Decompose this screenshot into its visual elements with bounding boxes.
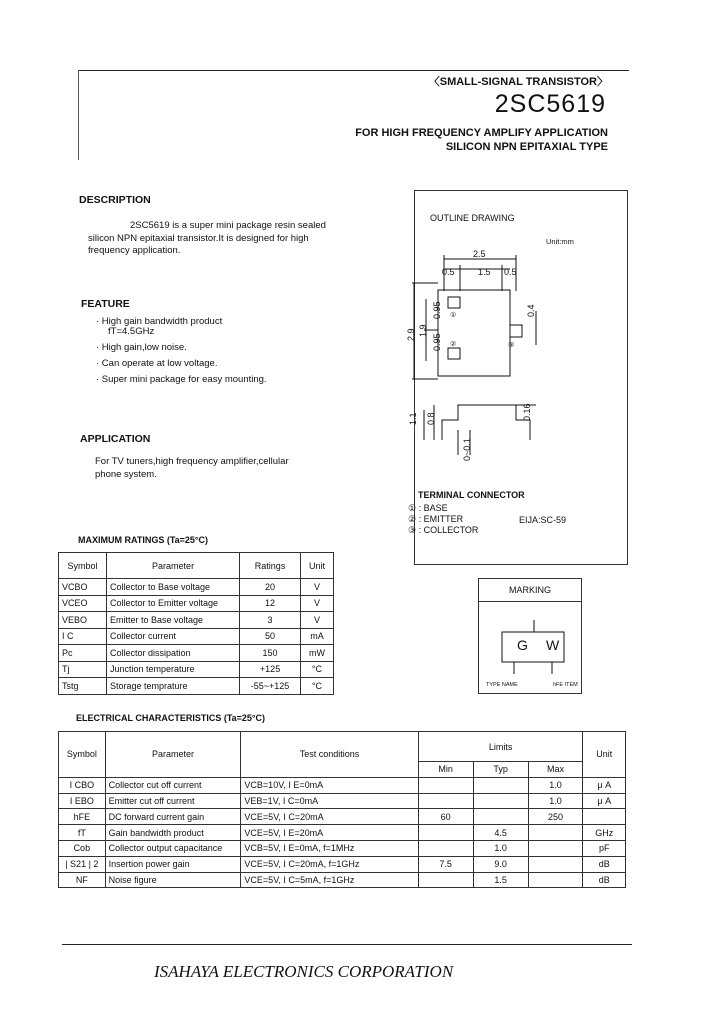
- table-cell: [583, 809, 626, 825]
- table-cell: Emitter cut off current: [105, 793, 241, 809]
- table-cell: [473, 777, 528, 793]
- elec-table: [58, 731, 626, 888]
- feature-item: · Can operate at low voltage.: [96, 358, 218, 369]
- table-cell: V: [300, 612, 333, 629]
- table-row: [59, 612, 334, 629]
- table-cell: μ A: [583, 777, 626, 793]
- table-cell: 1.0: [528, 777, 583, 793]
- marking-char-g: G: [517, 637, 528, 653]
- table-row: [59, 661, 334, 678]
- header-rule: [78, 70, 629, 71]
- table-cell: Collector to Base voltage: [106, 579, 239, 596]
- outline-unit: Unit:mm: [546, 237, 574, 246]
- table-cell: VCE=5V, I C=5mA, f=1GHz: [241, 872, 418, 888]
- table-cell: [418, 840, 473, 856]
- table-cell: VCE=5V, I C=20mA: [241, 809, 418, 825]
- description-line: frequency application.: [88, 245, 181, 256]
- table-cell: V: [300, 595, 333, 612]
- table-row: [59, 872, 626, 888]
- feature-item: · High gain bandwidth product fT=4.5GHz: [96, 316, 267, 332]
- table-cell: [528, 840, 583, 856]
- ec-header-limits: Limits: [418, 732, 583, 762]
- table-cell: Tj: [59, 661, 107, 678]
- ec-header-symbol: Symbol: [59, 732, 106, 778]
- max-ratings-title: MAXIMUM RATINGS (Ta=25°C): [78, 535, 209, 545]
- table-cell: [528, 856, 583, 872]
- table-cell: DC forward current gain: [105, 809, 241, 825]
- table-cell: hFE: [59, 809, 106, 825]
- table-cell: Collector cut off current: [105, 777, 241, 793]
- terminal-heading: TERMINAL CONNECTOR: [418, 490, 525, 500]
- table-cell: I C: [59, 628, 107, 645]
- max-ratings-table: [58, 552, 334, 695]
- table-row: [59, 793, 626, 809]
- table-cell: pF: [583, 840, 626, 856]
- table-cell: VEBO: [59, 612, 107, 629]
- footer-rule: [62, 944, 632, 945]
- table-row: [59, 825, 626, 841]
- dim-0-5-right: 0.5: [504, 267, 517, 277]
- ec-header-test-conditions: Test conditions: [241, 732, 418, 778]
- table-cell: °C: [300, 661, 333, 678]
- table-row: [59, 628, 334, 645]
- table-row: [59, 595, 334, 612]
- table-cell: VEB=1V, I C=0mA: [241, 793, 418, 809]
- product-category: 〈SMALL-SIGNAL TRANSISTOR〉: [428, 76, 608, 88]
- marking-title: MARKING: [479, 579, 581, 602]
- feature-item: · Super mini package for easy mounting.: [96, 374, 267, 385]
- dim-1-9: 1.9: [418, 324, 428, 337]
- table-cell: [473, 793, 528, 809]
- application-title: FOR HIGH FREQUENCY AMPLIFY APPLICATION: [355, 127, 608, 139]
- marking-drawing: [488, 618, 576, 692]
- table-cell: VCBO: [59, 579, 107, 596]
- marking-char-w: W: [546, 637, 560, 653]
- dim-0-95-top: 0.95: [432, 301, 442, 319]
- pin-2-marker: ②: [450, 341, 457, 348]
- table-cell: Gain bandwidth product: [105, 825, 241, 841]
- table-row: [59, 840, 626, 856]
- dim-0-5-left: 0.5: [442, 267, 455, 277]
- table-cell: VCE=5V, I E=20mA: [241, 825, 418, 841]
- ec-header-min: Min: [418, 762, 473, 778]
- terminal-item: ① : BASE: [408, 503, 448, 513]
- feature-subitem: fT=4.5GHz: [108, 326, 155, 337]
- table-cell: 50: [240, 628, 301, 645]
- dim-0-16: 0.16: [522, 403, 532, 421]
- table-row: [59, 645, 334, 662]
- table-cell: fT: [59, 825, 106, 841]
- table-row: [59, 579, 334, 596]
- table-cell: [418, 825, 473, 841]
- table-cell: [418, 777, 473, 793]
- feature-list: [96, 316, 267, 390]
- package-drawing: [398, 245, 548, 470]
- company-name: ISAHAYA ELECTRONICS CORPORATION: [154, 962, 454, 981]
- table-cell: VCB=5V, I E=0mA, f=1MHz: [241, 840, 418, 856]
- application-text: [95, 456, 289, 481]
- terminal-list: [408, 503, 478, 536]
- table-cell: [473, 809, 528, 825]
- table-cell: Collector output capacitance: [105, 840, 241, 856]
- table-cell: Junction temperature: [106, 661, 239, 678]
- table-cell: [528, 825, 583, 841]
- application-heading: APPLICATION: [80, 433, 151, 445]
- table-row: [59, 809, 626, 825]
- dim-2-9: 2.9: [406, 328, 416, 341]
- ec-header-typ: Typ: [473, 762, 528, 778]
- table-cell: Noise figure: [105, 872, 241, 888]
- table-cell: Collector dissipation: [106, 645, 239, 662]
- marking-type-name: TYPE NAME: [486, 682, 518, 688]
- table-cell: Storage temprature: [106, 678, 239, 695]
- table-cell: 150: [240, 645, 301, 662]
- table-row: [59, 678, 334, 695]
- table-cell: Tstg: [59, 678, 107, 695]
- type-title: SILICON NPN EPITAXIAL TYPE: [445, 141, 608, 153]
- table-cell: 9.0: [473, 856, 528, 872]
- table-cell: Collector current: [106, 628, 239, 645]
- table-cell: [418, 872, 473, 888]
- elec-title: ELECTRICAL CHARACTERISTICS (Ta=25°C): [76, 713, 266, 723]
- table-cell: dB: [583, 872, 626, 888]
- table-cell: 250: [528, 809, 583, 825]
- table-cell: +125: [240, 661, 301, 678]
- mr-header-unit: Unit: [300, 553, 333, 579]
- eiaj-code: EIJA:SC-59: [519, 515, 567, 525]
- table-cell: VCE=5V, I C=20mA, f=1GHz: [241, 856, 418, 872]
- ec-header-max: Max: [528, 762, 583, 778]
- dim-0-4: 0.4: [526, 304, 536, 317]
- feature-heading: FEATURE: [81, 298, 130, 310]
- mr-header-ratings: Ratings: [240, 553, 301, 579]
- dim-1-5: 1.5: [478, 267, 491, 277]
- table-cell: V: [300, 579, 333, 596]
- table-cell: -55~+125: [240, 678, 301, 695]
- mr-header-parameter: Parameter: [106, 553, 239, 579]
- table-cell: 1.0: [473, 840, 528, 856]
- marking-hfe-item: hFE ITEM: [553, 682, 578, 688]
- table-cell: 1.0: [528, 793, 583, 809]
- terminal-item: ② : EMITTER: [408, 514, 464, 524]
- table-cell: NF: [59, 872, 106, 888]
- table-cell: [528, 872, 583, 888]
- table-cell: VCB=10V, I E=0mA: [241, 777, 418, 793]
- table-row: [59, 777, 626, 793]
- table-cell: mA: [300, 628, 333, 645]
- part-number: 2SC5619: [494, 90, 606, 118]
- ec-header-parameter: Parameter: [105, 732, 241, 778]
- description-text: [88, 220, 378, 258]
- table-cell: Cob: [59, 840, 106, 856]
- table-cell: dB: [583, 856, 626, 872]
- table-row: [59, 856, 626, 872]
- outline-title: OUTLINE DRAWING: [430, 213, 515, 223]
- table-cell: I EBO: [59, 793, 106, 809]
- table-cell: | S21 | 2: [59, 856, 106, 872]
- dim-2-5: 2.5: [473, 249, 486, 259]
- table-cell: mW: [300, 645, 333, 662]
- table-cell: 4.5: [473, 825, 528, 841]
- table-cell: Insertion power gain: [105, 856, 241, 872]
- feature-item: · High gain,low noise.: [96, 342, 187, 353]
- dim-0-95-bottom: 0.95: [432, 333, 442, 351]
- description-line: 2SC5619 is a super mini package resin sealed: [130, 220, 326, 231]
- header-side-rule: [78, 70, 79, 160]
- dim-1-1: 1.1: [408, 412, 418, 425]
- table-cell: I CBO: [59, 777, 106, 793]
- table-cell: μ A: [583, 793, 626, 809]
- table-cell: GHz: [583, 825, 626, 841]
- table-cell: 20: [240, 579, 301, 596]
- table-cell: 60: [418, 809, 473, 825]
- ec-header-unit: Unit: [583, 732, 626, 778]
- table-cell: °C: [300, 678, 333, 695]
- terminal-item: ③ : COLLECTOR: [408, 525, 479, 535]
- table-cell: 12: [240, 595, 301, 612]
- application-line: phone system.: [95, 468, 157, 480]
- table-cell: VCEO: [59, 595, 107, 612]
- description-heading: DESCRIPTION: [79, 194, 151, 206]
- table-cell: Pc: [59, 645, 107, 662]
- pin-3-marker: ③: [508, 342, 515, 349]
- dim-0-8: 0.8: [426, 412, 436, 425]
- table-cell: 3: [240, 612, 301, 629]
- table-cell: 1.5: [473, 872, 528, 888]
- application-line: For TV tuners,high frequency amplifier,cellular: [95, 456, 289, 467]
- dim-0-0-1: 0~0.1: [462, 438, 472, 461]
- table-cell: Emitter to Base voltage: [106, 612, 239, 629]
- table-cell: Collector to Emitter voltage: [106, 595, 239, 612]
- table-cell: [418, 793, 473, 809]
- mr-header-symbol: Symbol: [59, 553, 107, 579]
- table-cell: 7.5: [418, 856, 473, 872]
- pin-1-marker: ①: [450, 312, 457, 319]
- description-line: silicon NPN epitaxial transistor.It is designed for high: [88, 232, 309, 244]
